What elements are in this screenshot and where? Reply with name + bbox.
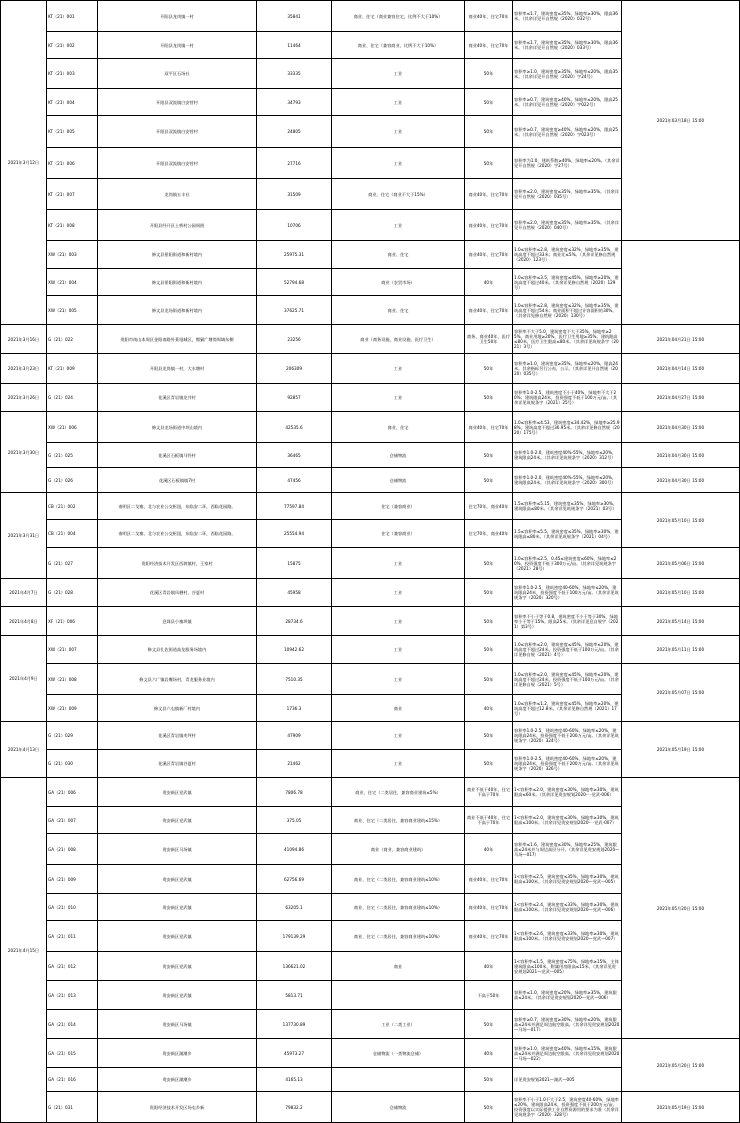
area-cell: 136621.02 — [257, 952, 332, 981]
table-row — [1, 607, 740, 636]
land-use-cell: 商业、住宅（二类居住，兼容商业建筑≤10%） — [332, 894, 465, 921]
parcel-code-cell: XW（21）005 — [47, 296, 98, 325]
term-years-cell: 50年 — [465, 468, 513, 493]
planning-conditions-cell: 1<容积率≤2.0，建筑密度≤30%，绿地率≥30%，建筑限高≤100米。（其余详见贵安规划2020-一党武-007） — [513, 807, 622, 834]
land-use-cell — [332, 981, 465, 1010]
area-cell: 34793 — [257, 89, 332, 116]
parcel-code-cell: G（21）024 — [47, 384, 98, 412]
term-years-cell: 50年 — [465, 1092, 513, 1123]
land-use-cell: 工业 — [332, 607, 465, 636]
planning-conditions-cell: 容积率1.0-2.0，建筑密度40%-55%，绿地率≤20%，建筑限高24米。（其余详见筑规条字（2020）312号） — [513, 443, 622, 468]
area-cell: 35841 — [257, 1, 332, 32]
area-cell: 4165.13 — [257, 1068, 332, 1092]
area-cell: 206309 — [257, 354, 332, 384]
term-years-cell: 50年 — [465, 548, 513, 579]
auction-time-cell: 2021年04月30日 15:00 — [622, 468, 740, 493]
parcel-code-cell: GA（21）014 — [47, 1010, 98, 1039]
land-use-cell: 商业、住宅（商业兼容住宅，比例不大于10%） — [332, 1, 465, 32]
area-cell: 28734.6 — [257, 607, 332, 636]
location-cell: 贵阳经济技术开发区场屯乡新 — [98, 1092, 257, 1123]
parcel-code-cell: G（21）025 — [47, 443, 98, 468]
term-years-cell: 商业40年、住宅70年 — [465, 1, 513, 32]
term-years-cell: 商业不低于40年，住宅不高于70年 — [465, 807, 513, 834]
parcel-code-cell: KT（21）007 — [47, 179, 98, 210]
planning-conditions-cell: 1.0≤容积率≤2.0，建筑密度≤45%，绿地率≤20%，建筑高度不超过24米，投资强度不低于100万元/亩。（其余详见修自规（2021）5号） — [513, 664, 622, 695]
planning-conditions-cell: 容积率≤2.0，建筑密度≤35%，绿地率≥35%。（其余详见开自然规（2020）035号） — [513, 179, 622, 210]
auction-time-cell: 2021年03月18日 15:00 — [622, 1, 740, 241]
announce-date-cell: 2021年4月8日 — [1, 607, 47, 636]
announce-date-cell: 2021年4月13日 — [1, 722, 47, 778]
term-years-cell: 住宅70年，商业40年 — [465, 493, 513, 520]
land-use-cell: 商业 — [332, 695, 465, 722]
planning-conditions-cell: 容积率≥0.7，建筑密度≥40%，绿地率≤20%，限高25米。（其余详见开自然规（2020）字023号） — [513, 116, 622, 148]
area-cell: 23256 — [257, 325, 332, 354]
location-cell: 贵安新区党武镇 — [98, 807, 257, 834]
planning-conditions-cell: 容积率1.0-2.5，建筑密度40-60%，绿地率≤20%，建筑限高24米，投资强度不低于100万元/亩。（其余详见筑规条字（2020）320号） — [513, 579, 622, 607]
land-use-cell: 商业、住宅 — [332, 241, 465, 269]
parcel-code-cell: GA（21）007 — [47, 807, 98, 834]
announce-date-cell: 2021年3月31日 — [1, 493, 47, 579]
term-years-cell: 商业40年，住宅70年 — [465, 921, 513, 952]
auction-time-cell: 2021年05月06日 15:00 — [622, 548, 740, 579]
term-years-cell: 50年 — [465, 1010, 513, 1039]
location-cell: 开阳县龙岗镇一村，大水塘村 — [98, 354, 257, 384]
term-years-cell: 40年 — [465, 1039, 513, 1068]
announce-date-cell: 2021年3月23日 — [1, 354, 47, 384]
parcel-code-cell: XW（21）007 — [47, 636, 98, 664]
land-use-cell: 仓储物流 — [332, 468, 465, 493]
term-years-cell: 商业40年，住宅70年 — [465, 894, 513, 921]
area-cell: 31509 — [257, 179, 332, 210]
planning-conditions-cell: 容积率不大于5.0，建筑密度不大于35%，绿地率≥25%，商业用地≥20%，医疗卫生用地≥35%；建筑限高≤80米，医疗卫生限高≤80米。（其余详见筑规条字（2021）3号） — [513, 325, 622, 354]
parcel-code-cell: GA（21）015 — [47, 1039, 98, 1068]
land-use-cell — [332, 1068, 465, 1092]
location-cell: 贵安新区党武镇 — [98, 952, 257, 981]
term-years-cell: 商业40年，住宅70年 — [465, 179, 513, 210]
land-use-cell: 工业 — [332, 664, 465, 695]
parcel-code-cell: G（21）022 — [47, 325, 98, 354]
parcel-code-cell: KT（21）001 — [47, 1, 98, 32]
term-years-cell: 商业40年、住宅70年 — [465, 241, 513, 269]
table-row — [1, 1, 740, 32]
auction-time-cell: 2021年05月07日 15:00 — [622, 664, 740, 722]
term-years-cell: 50年 — [465, 89, 513, 116]
land-use-cell: 工业 — [332, 59, 465, 89]
parcel-code-cell: GA（21）011 — [47, 921, 98, 952]
location-cell: 修文县扎佐街道高龙服务场境内 — [98, 636, 257, 664]
auction-time-cell: 2021年05月11日 15:00 — [622, 636, 740, 664]
term-years-cell: 50年 — [465, 1068, 513, 1092]
table-row — [1, 325, 740, 354]
land-use-cell: 工业 — [332, 384, 465, 412]
location-cell: 修文县景阳街道和新村境内 — [98, 241, 257, 269]
planning-conditions-cell: 1<容积率≤2.5，建筑密度≤35%，绿地率≥30%，建筑限高≤100米。（其余详见贵安规划2020—党武—005） — [513, 865, 622, 894]
table-row — [1, 579, 740, 607]
term-years-cell: 商业40年，住宅70年 — [465, 865, 513, 894]
location-cell: 花溪区青岩镇麦坪村 — [98, 722, 257, 750]
location-cell: 修文县景阳街道和新村境内 — [98, 269, 257, 296]
location-cell: 贵安新区党武镇 — [98, 921, 257, 952]
location-cell: 贵安新区马场镇 — [98, 1010, 257, 1039]
area-cell: 7806.78 — [257, 778, 332, 807]
land-use-cell: 商业、住宅 — [332, 412, 465, 443]
location-cell: 花溪区青岩镇凤栖村，谷夏村 — [98, 579, 257, 607]
area-cell: 10706 — [257, 210, 332, 241]
land-use-cell: 住宅（兼容商业） — [332, 493, 465, 520]
location-cell: 开阳县龙岗镇一村 — [98, 32, 257, 59]
location-cell: 贵安新区党武镇 — [98, 778, 257, 807]
land-use-cell: 住宅（兼容商业） — [332, 520, 465, 548]
parcel-code-cell: GA（21）013 — [47, 981, 98, 1010]
parcel-code-cell: KT（21）009 — [47, 354, 98, 384]
auction-time-cell: 2021年04月21日 15:00 — [622, 325, 740, 354]
land-use-cell: 商业（商业，兼容商业建筑） — [332, 834, 465, 865]
location-cell: 贵阳市南山本周区金阳南路外莱垭城区，熊猫广塘湾周域东侧 — [98, 325, 257, 354]
location-cell: 贵安新区湖潮乡 — [98, 1068, 257, 1092]
planning-conditions-cell: 容积率≥0.7，建筑密度≥30%，绿地率≤20%，建筑限高≤24米并满足周边航空限高。（其余详见贵安规划2020—马场—017） — [513, 1010, 622, 1039]
parcel-code-cell: GA（21）012 — [47, 952, 98, 981]
auction-time-cell: 2021年04月30日 15:00 — [622, 443, 740, 468]
term-years-cell: 40年 — [465, 269, 513, 296]
planning-conditions-cell: 1.5≤容积率≤5.15，建筑密度≤35%，绿地率≥30%，建筑限高≤80米。（其余详见筑规条字（2021）03号） — [513, 493, 622, 520]
auction-time-cell: 2021年04月27日 15:00 — [622, 384, 740, 412]
auction-time-cell: 2021年05月20日 15:00 — [622, 778, 740, 1039]
land-use-cell: 商业 — [332, 952, 465, 981]
land-use-cell: 工业 — [332, 354, 465, 384]
area-cell: 25554.94 — [257, 520, 332, 548]
table-row — [1, 354, 740, 384]
announce-date-cell: 2021年3月12日 — [1, 1, 47, 325]
location-cell: 开阳县经开区土桥村公园周围 — [98, 210, 257, 241]
area-cell: 25975.31 — [257, 241, 332, 269]
planning-conditions-cell: 容积率为1.0，建筑系数≥40%，绿地率≤20%。（其余详见开自然规（2020）字27号） — [513, 148, 622, 179]
table-row — [1, 493, 740, 520]
land-use-cell: 商业（农贸市场） — [332, 269, 465, 296]
land-use-cell: 工业 — [332, 579, 465, 607]
announce-date-cell: 2021年3月26日 — [1, 384, 47, 412]
parcel-code-cell: GA（21）008 — [47, 834, 98, 865]
term-years-cell: 商务、商业40年，医疗卫生50年 — [465, 325, 513, 354]
location-cell: 贵安新区党武镇 — [98, 981, 257, 1010]
land-use-cell: 商业、住宅（二类居住，兼容商业建筑≤5%） — [332, 778, 465, 807]
planning-conditions-cell: 1<容积率≤2.0，建筑密度≤30%，绿地率≥30%，建筑限高≤60米。（其余详见贵安规划2020-一党武-006） — [513, 778, 622, 807]
planning-conditions-cell: 1<容积率≤1.5，建筑密度≤75%，绿地率≥15%，主体建筑限高≤100米，附属用房限高≤15米。（其余详见贵安规划2021—党武—005） — [513, 952, 622, 981]
table-row — [1, 636, 740, 664]
location-cell: 修文县龙场街道中坝山境内 — [98, 412, 257, 443]
parcel-code-cell: G（21）029 — [47, 722, 98, 750]
term-years-cell: 50年 — [465, 384, 513, 412]
term-years-cell: 50年 — [465, 116, 513, 148]
parcel-code-cell: XW（21）008 — [47, 664, 98, 695]
land-use-cell: 工业 — [332, 750, 465, 778]
location-cell: 开阳县龙岗镇一村 — [98, 1, 257, 32]
planning-conditions-cell: 容积率1.0-2.5，建筑密度不小于40%，绿地率不大于20%；建筑限高24米，投资强度不低于100万元/亩。（其余详见筑规条字（2021）25号） — [513, 384, 622, 412]
planning-conditions-cell: 容积率1.0-2.5，建筑密度40-60%，绿地率≤20%，建筑限高24米，投资强度不低于200万元/亩。（其余详见筑规条字（2020）326号） — [513, 750, 622, 778]
table-row — [1, 412, 740, 443]
auction-time-cell: 2021年05月19日 15:00 — [622, 1092, 740, 1123]
planning-conditions-cell: 容积率≤1.7，建筑密度≤35%，绿地率≥30%，限高36米。（其余详见开自然规（2020）032号） — [513, 1, 622, 32]
planning-conditions-cell: 容积率≤1.0，建筑密度≤20%，绿地率≥35%，建筑限高≤24米。（其余详见贵安规划2020—党武—006） — [513, 981, 622, 1010]
term-years-cell: 40年 — [465, 834, 513, 865]
location-cell: 修文县六广镇岩鹰场村，青龙服务业境内 — [98, 664, 257, 695]
parcel-code-cell: G（21）026 — [47, 468, 98, 493]
parcel-code-cell: CB（21）002 — [47, 493, 98, 520]
term-years-cell: 商业40年、住宅70年 — [465, 412, 513, 443]
land-use-cell: 仓储物流 — [332, 1092, 465, 1123]
parcel-code-cell: KT（21）005 — [47, 116, 98, 148]
planning-conditions-cell: 1.0≤容积率≤2.0，建筑密度≤45%，绿地率≤20%，建筑高度不超过24米，投资强度不低于100万元/亩。（其余详见修自规（2021）4号） — [513, 636, 622, 664]
parcel-code-cell: XW（21）003 — [47, 241, 98, 269]
location-cell: 贵阳经济技术开发区西坡镇村，王家村 — [98, 548, 257, 579]
planning-conditions-cell: 容积率≤1.6，建筑密度≤30%，绿地率≥25%，建筑限高≤24米并与周边高层分开。（其余详见贵安规划2020—马场—017） — [513, 834, 622, 865]
location-cell: 南明区二戈寨，北与农业公交枢纽，东临安二环，西临花园路。 — [98, 493, 257, 520]
parcel-code-cell: CB（21）004 — [47, 520, 98, 548]
planning-conditions-cell: 1.0≤容积率≤2.8，建筑密度≤32%，绿地率≥35%，建筑高度不超过54米；商业面积不超过计容面积的30%。（其余详见修自然规（2020）130号） — [513, 296, 622, 325]
term-years-cell: 50年 — [465, 607, 513, 636]
area-cell: 179139.29 — [257, 921, 332, 952]
area-cell: 33335 — [257, 59, 332, 89]
term-years-cell: 50年 — [465, 664, 513, 695]
term-years-cell: 50年 — [465, 579, 513, 607]
term-years-cell: 商业40年、住宅70年 — [465, 296, 513, 325]
location-cell: 南明区二戈寨，北与农业公交枢纽，东临安二环，西临花园路。 — [98, 520, 257, 548]
table-row — [1, 722, 740, 750]
area-cell: 11464 — [257, 32, 332, 59]
area-cell: 21462 — [257, 750, 332, 778]
planning-conditions-cell: 容积率≥0.7，建筑密度≥40%，绿地率≤20%，限高25米。（其余详见开自然规（2020）字022号） — [513, 89, 622, 116]
planning-conditions-cell: 容积率1.0-2.0，建筑密度40%-55%，绿地率≤20%，建筑限高24米。（其余详见筑规条字（2020）300号） — [513, 468, 622, 493]
area-cell: 47456 — [257, 468, 332, 493]
location-cell: 开阳县双流镇白安营村 — [98, 116, 257, 148]
planning-conditions-cell: 1<容积率≤2.4，建筑密度≤33%，绿地率≥30%，建筑限高≤100米。（其余详见贵安规划2020—党武—006） — [513, 894, 622, 921]
parcel-code-cell: G（21）031 — [47, 1092, 98, 1123]
parcel-code-cell: G（21）028 — [47, 579, 98, 607]
location-cell: 贵安新区党武镇 — [98, 894, 257, 921]
location-cell: 息烽县小寨坝镇 — [98, 607, 257, 636]
table-row — [1, 468, 740, 493]
term-years-cell: 50年 — [465, 148, 513, 179]
term-years-cell: 住宅70年，商业40年 — [465, 520, 513, 548]
announce-date-cell: 2021年4月15日 — [1, 778, 47, 1123]
parcel-code-cell: G（21）030 — [47, 750, 98, 778]
area-cell: 62756.69 — [257, 865, 332, 894]
planning-conditions-cell: 容积率≤1.7，建筑密度≤35%，绿地率≥30%，限高36米。（其余详见开自然规（2020）033号） — [513, 32, 622, 59]
table-row — [1, 1039, 740, 1068]
parcel-code-cell: XF（21）006 — [47, 607, 98, 636]
term-years-cell: 40年 — [465, 695, 513, 722]
term-years-cell: 40年 — [465, 952, 513, 981]
location-cell: 花溪区青岩镇谷夏村 — [98, 750, 257, 778]
parcel-code-cell: GA（21）016 — [47, 1068, 98, 1092]
land-use-cell: 商业、住宅（兼容商业，比例不大于10%） — [332, 32, 465, 59]
table-body — [1, 1, 740, 1123]
planning-conditions-cell: 容积率不小于1.0不大于2.5，建筑密度40-60%，绿地率≤20%，建筑限高24米，投资强度不低于200万元/亩，投资强度以实际提供工业自然资源用的要求为准（其余详见筑规条字（2020）328号） — [513, 1092, 622, 1123]
parcel-code-cell: KT（21）008 — [47, 210, 98, 241]
parcel-code-cell: GA（21）009 — [47, 865, 98, 894]
planning-conditions-cell: 1.0≤容积率≤2.5，0.45≤建筑密度≤60%，绿地率≤20%，投资强度不低于300万元/亩。（其余详见筑规条字（2021）28号） — [513, 548, 622, 579]
parcel-code-cell: XW（21）009 — [47, 695, 98, 722]
location-cell: 开阳县双流镇白安营村 — [98, 89, 257, 116]
term-years-cell: 50年 — [465, 443, 513, 468]
location-cell: 花溪区青岩镇龙井村 — [98, 384, 257, 412]
auction-time-cell: 2021年05月10日 15:00 — [622, 493, 740, 548]
area-cell: 92857 — [257, 384, 332, 412]
land-use-cell: 工业 — [332, 116, 465, 148]
auction-time-cell — [622, 241, 740, 325]
location-cell: 花溪区石板镇镇7村 — [98, 468, 257, 493]
area-cell: 47909 — [257, 722, 332, 750]
area-cell: 41094.86 — [257, 834, 332, 865]
table-row — [1, 443, 740, 468]
term-years-cell: 不高于50年 — [465, 981, 513, 1010]
land-use-cell: 工业 — [332, 210, 465, 241]
parcel-code-cell: KT（21）004 — [47, 89, 98, 116]
planning-conditions-cell: 容积率≥1.0，建筑密度≥35%，绿地率≤20%，限高24米。其余指标另行公布，公示。（其余详见开自然规（2020）035号） — [513, 354, 622, 384]
area-cell: 79832.2 — [257, 1092, 332, 1123]
land-use-cell: 仓储物流（一类物流仓储） — [332, 1039, 465, 1068]
land-use-cell: 工业 — [332, 148, 465, 179]
announce-date-cell: 2021年3月16日 — [1, 325, 47, 354]
land-use-cell: 商业、住宅（二类居住，兼容商业建筑≤10%） — [332, 921, 465, 952]
term-years-cell: 商业40年、住宅70年 — [465, 210, 513, 241]
term-years-cell: 50年 — [465, 636, 513, 664]
table-row — [1, 548, 740, 579]
location-cell: 开阳县双流镇白安营村 — [98, 148, 257, 179]
auction-time-cell: 2021年04月30日 15:00 — [622, 412, 740, 443]
parcel-code-cell: G（21）027 — [47, 548, 98, 579]
area-cell: 7510.35 — [257, 664, 332, 695]
area-cell: 1736.3 — [257, 695, 332, 722]
land-use-cell: 工业 — [332, 89, 465, 116]
area-cell: 36465 — [257, 443, 332, 468]
land-use-cell: 商业、住宅（商业不大于15%） — [332, 179, 465, 210]
auction-time-cell: 2021年05月20日 15:00 — [622, 1039, 740, 1092]
parcel-code-cell: XW（21）006 — [47, 412, 98, 443]
term-years-cell: 商业40年、住宅70年 — [465, 32, 513, 59]
land-use-cell: 商业、住宅（二类居住，兼容商业建筑≤15%） — [332, 807, 465, 834]
area-cell: 10942.62 — [257, 636, 332, 664]
location-cell: 修文县六屯镇新厂村境内 — [98, 695, 257, 722]
location-cell: 贵安新区湖潮乡 — [98, 1039, 257, 1068]
land-use-cell: 商业、住宅（二类居住，兼容商业建筑≤10%） — [332, 865, 465, 894]
planning-conditions-cell: 1.0≤容积率≤1.2，建筑密度≤45%，绿地率≥20%，建筑高度不超过12.8米。（其余详见修自然规（2021）17号） — [513, 695, 622, 722]
area-cell: 15875 — [257, 548, 332, 579]
auction-time-cell: 2021年05月14日 15:00 — [622, 607, 740, 636]
land-use-cell: 仓储物流 — [332, 443, 465, 468]
planning-conditions-cell: 1.0≤容积率≤3.5，建筑密度≤45%，绿地率≥20%，建筑高度不超过40米。（其余详见修自然规（2020）129号） — [513, 269, 622, 296]
term-years-cell: 50年 — [465, 722, 513, 750]
area-cell: 52794.68 — [257, 269, 332, 296]
location-cell: 修文县龙场街道和新村境内 — [98, 296, 257, 325]
parcel-code-cell: KT（21）006 — [47, 148, 98, 179]
area-cell: 77597.84 — [257, 493, 332, 520]
table-row — [1, 778, 740, 807]
term-years-cell: 50年 — [465, 354, 513, 384]
land-use-cell: 商业（商务设施、商业设施、医疗卫生） — [332, 325, 465, 354]
location-cell: 龙岗镇五丰社 — [98, 179, 257, 210]
planning-conditions-cell: 1.0≤容积率≤2.8，建筑密度≤32%，绿地率≥35%，建筑高度不超过33米；商业比≤5%。（其余详见修自然规（2020）123号） — [513, 241, 622, 269]
location-cell: 贵安新区党武镇 — [98, 865, 257, 894]
location-cell: 双平区石场社 — [98, 59, 257, 89]
table-row — [1, 241, 740, 269]
table-row — [1, 384, 740, 412]
announce-date-cell: 2021年4月7日 — [1, 579, 47, 607]
parcel-code-cell: XW（21）004 — [47, 269, 98, 296]
land-use-cell: 工业 — [332, 636, 465, 664]
location-cell: 贵安新区马场镇 — [98, 834, 257, 865]
area-cell: 375.05 — [257, 807, 332, 834]
area-cell: 42535.6 — [257, 412, 332, 443]
planning-conditions-cell: 容积率不小于等于0.8，建筑密度不小于等于30%，绿地率小于等于15%，限高25米。（其余详见息自规字（2021）第3号） — [513, 607, 622, 636]
announce-date-cell: 2021年4月9日 — [1, 636, 47, 722]
parcel-code-cell: GA（21）006 — [47, 778, 98, 807]
land-use-cell: 商业、住宅 — [332, 296, 465, 325]
area-cell: 27716 — [257, 148, 332, 179]
parcel-code-cell: KT（21）002 — [47, 32, 98, 59]
term-years-cell: 商业不低于40年，住宅不高于70年 — [465, 778, 513, 807]
planning-conditions-cell: 1.5≤容积率≤5.5，建筑密度≤35%，绿地率≥30%，建筑限高≤80米。（其余详见筑规条字（2021）04号） — [513, 520, 622, 548]
parcel-code-cell: KT（21）003 — [47, 59, 98, 89]
land-use-cell: 工业 — [332, 722, 465, 750]
area-cell: 24805 — [257, 116, 332, 148]
term-years-cell: 50年 — [465, 59, 513, 89]
planning-conditions-cell: 容积率≥1.0，建筑密度≥35%，绿地率≤20%，限高35米。（其余详见开自然规（2020）字24号） — [513, 59, 622, 89]
table-row — [1, 664, 740, 695]
planning-conditions-cell: 1<容积率≤2.6，建筑密度≤33%，绿地率≥30%，建筑限高≤100米。（其余详见贵安规划2020—党武—007） — [513, 921, 622, 952]
area-cell: 45973.27 — [257, 1039, 332, 1068]
area-cell: 63205.1 — [257, 894, 332, 921]
planning-conditions-cell: 详见贵安规划2021—湖武—005 — [513, 1068, 622, 1092]
auction-time-cell: 2021年05月10日 15:00 — [622, 579, 740, 607]
area-cell: 37625.71 — [257, 296, 332, 325]
land-use-cell: 工业（二类工业） — [332, 1010, 465, 1039]
table-row — [1, 1092, 740, 1123]
term-years-cell: 50年 — [465, 750, 513, 778]
land-use-cell: 工业 — [332, 548, 465, 579]
planning-conditions-cell: 容积率≤2.0，建筑密度≤35%，绿地率≥35%。（其余详见开自然规（2020）040号） — [513, 210, 622, 241]
area-cell: 5813.71 — [257, 981, 332, 1010]
announce-date-cell: 2021年3月30日 — [1, 412, 47, 493]
auction-time-cell: 2021年05月19日 15:00 — [622, 722, 740, 778]
area-cell: 45958 — [257, 579, 332, 607]
planning-conditions-cell: 容积率1.0-2.5，建筑密度40-60%，绿地率≤20%，建筑限高24米，投资强度不低于200万元/亩。（其余详见筑规条字（2020）324号） — [513, 722, 622, 750]
auction-time-cell: 2021年04月14日 15:00 — [622, 354, 740, 384]
planning-conditions-cell: 1.0≤容积率≤4.53，建筑密度≤34.42%，绿地率≥25.98%，建筑高度不超过36.95米。（其余详见修自然规（2020）175号） — [513, 412, 622, 443]
parcel-code-cell: GA（21）010 — [47, 894, 98, 921]
area-cell: 137730.89 — [257, 1010, 332, 1039]
location-cell: 花溪区石板镇马铃村 — [98, 443, 257, 468]
planning-conditions-cell: 容积率≥1.0，建筑密度≥40%，绿地率≤15%，建筑限高≤24米并满足周边航空限高。（其余详见贵安规划2020—马场—022） — [513, 1039, 622, 1068]
